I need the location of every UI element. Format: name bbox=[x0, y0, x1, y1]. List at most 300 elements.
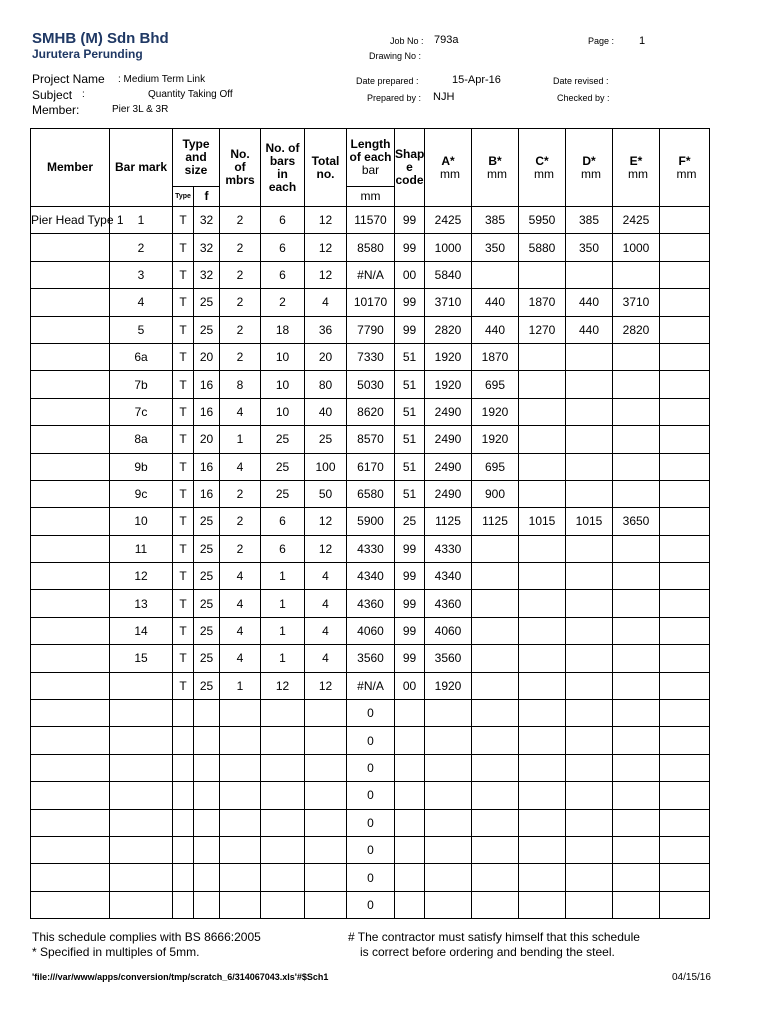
cell-a: 1920 bbox=[425, 371, 472, 398]
cell-e bbox=[613, 480, 660, 507]
header-f bbox=[660, 129, 710, 207]
cell-c bbox=[519, 809, 566, 836]
cell-c bbox=[519, 453, 566, 480]
cell-shape: 99 bbox=[395, 563, 425, 590]
cell-b bbox=[472, 535, 519, 562]
cell-total: 4 bbox=[305, 563, 347, 590]
cell-each: 18 bbox=[261, 316, 305, 343]
cell-total bbox=[305, 836, 347, 863]
cell-total: 80 bbox=[305, 371, 347, 398]
cell-a bbox=[425, 782, 472, 809]
cell-mbrs: 4 bbox=[220, 590, 261, 617]
table-row bbox=[31, 398, 710, 425]
cell-e bbox=[613, 590, 660, 617]
cell-c bbox=[519, 645, 566, 672]
cell-type: T bbox=[173, 617, 194, 644]
header-no-mbrs bbox=[220, 129, 261, 207]
table-row bbox=[31, 836, 710, 863]
table-row bbox=[31, 426, 710, 453]
cell-mbrs: 2 bbox=[220, 207, 261, 234]
cell-mbrs: 4 bbox=[220, 453, 261, 480]
cell-e bbox=[613, 809, 660, 836]
cell-length: 8620 bbox=[347, 398, 395, 425]
cell-type: T bbox=[173, 234, 194, 261]
header-no-mbrs-l2: of bbox=[234, 160, 246, 174]
cell-b: 440 bbox=[472, 316, 519, 343]
cell-each: 10 bbox=[261, 398, 305, 425]
cell-a: 2490 bbox=[425, 398, 472, 425]
cell-mark: 13 bbox=[110, 590, 173, 617]
cell-size bbox=[194, 891, 220, 918]
cell-member bbox=[31, 535, 110, 562]
table-row bbox=[31, 700, 710, 727]
header-no-mbrs-l3: mbrs bbox=[225, 173, 255, 187]
table-row bbox=[31, 864, 710, 891]
footer-note-bs: This schedule complies with BS 8666:2005 bbox=[32, 930, 261, 944]
cell-size: 25 bbox=[194, 672, 220, 699]
table-row bbox=[31, 289, 710, 316]
header-e bbox=[613, 129, 660, 207]
cell-member bbox=[31, 782, 110, 809]
cell-length: 7330 bbox=[347, 343, 395, 370]
cell-length: 0 bbox=[347, 754, 395, 781]
drawing-no-label: Drawing No : bbox=[369, 51, 422, 61]
cell-d bbox=[566, 809, 613, 836]
cell-mbrs: 2 bbox=[220, 234, 261, 261]
cell-mark: 8a bbox=[110, 426, 173, 453]
cell-shape: 99 bbox=[395, 645, 425, 672]
cell-length: 0 bbox=[347, 891, 395, 918]
cell-d bbox=[566, 754, 613, 781]
cell-f bbox=[660, 700, 710, 727]
cell-b bbox=[472, 617, 519, 644]
cell-shape bbox=[395, 809, 425, 836]
cell-total bbox=[305, 727, 347, 754]
member-label: Member: bbox=[32, 103, 80, 117]
cell-size: 25 bbox=[194, 535, 220, 562]
cell-mbrs: 2 bbox=[220, 261, 261, 288]
subject-colon: : bbox=[82, 89, 85, 100]
checked-by-label: Checked by : bbox=[557, 93, 610, 103]
cell-mark bbox=[110, 782, 173, 809]
cell-b: 900 bbox=[472, 480, 519, 507]
cell-c: 5880 bbox=[519, 234, 566, 261]
cell-size bbox=[194, 727, 220, 754]
cell-e: 2425 bbox=[613, 207, 660, 234]
cell-each: 6 bbox=[261, 261, 305, 288]
header-bar-mark: Bar mark bbox=[110, 129, 173, 207]
cell-f bbox=[660, 836, 710, 863]
cell-member bbox=[31, 398, 110, 425]
cell-e bbox=[613, 864, 660, 891]
cell-member bbox=[31, 289, 110, 316]
cell-mark bbox=[110, 836, 173, 863]
cell-shape bbox=[395, 891, 425, 918]
cell-shape bbox=[395, 727, 425, 754]
cell-a bbox=[425, 727, 472, 754]
cell-mark: 12 bbox=[110, 563, 173, 590]
header-length-l3: bar bbox=[361, 163, 380, 177]
cell-mark bbox=[110, 809, 173, 836]
cell-size: 25 bbox=[194, 316, 220, 343]
table-row bbox=[31, 535, 710, 562]
cell-a: 2490 bbox=[425, 480, 472, 507]
cell-f bbox=[660, 672, 710, 699]
cell-f bbox=[660, 617, 710, 644]
cell-type: T bbox=[173, 645, 194, 672]
header-bars-each-l4: each bbox=[268, 179, 297, 194]
cell-e bbox=[613, 371, 660, 398]
cell-d bbox=[566, 535, 613, 562]
cell-a: 2820 bbox=[425, 316, 472, 343]
cell-mark: 2 bbox=[110, 234, 173, 261]
cell-mbrs: 4 bbox=[220, 645, 261, 672]
cell-each: 25 bbox=[261, 453, 305, 480]
cell-b: 695 bbox=[472, 371, 519, 398]
cell-c bbox=[519, 672, 566, 699]
cell-mbrs: 4 bbox=[220, 398, 261, 425]
cell-each: 25 bbox=[261, 480, 305, 507]
date-revised-label: Date revised : bbox=[553, 76, 609, 86]
cell-b bbox=[472, 754, 519, 781]
cell-member bbox=[31, 672, 110, 699]
cell-c: 1015 bbox=[519, 508, 566, 535]
cell-length: 4340 bbox=[347, 563, 395, 590]
cell-e bbox=[613, 891, 660, 918]
cell-each bbox=[261, 809, 305, 836]
cell-total: 20 bbox=[305, 343, 347, 370]
cell-length: 3560 bbox=[347, 645, 395, 672]
cell-f bbox=[660, 590, 710, 617]
cell-size: 25 bbox=[194, 289, 220, 316]
cell-c bbox=[519, 535, 566, 562]
cell-length: 0 bbox=[347, 836, 395, 863]
cell-total: 4 bbox=[305, 645, 347, 672]
cell-f bbox=[660, 563, 710, 590]
cell-member bbox=[31, 261, 110, 288]
cell-mbrs bbox=[220, 836, 261, 863]
cell-mbrs bbox=[220, 891, 261, 918]
header-f-label: F* bbox=[678, 153, 691, 168]
header-b-unit: mm bbox=[487, 166, 507, 181]
project-name-label: Project Name bbox=[32, 72, 105, 86]
cell-e bbox=[613, 535, 660, 562]
footer-note-ordering: is correct before ordering and bending the steel. bbox=[360, 945, 615, 959]
cell-a: 5840 bbox=[425, 261, 472, 288]
cell-e bbox=[613, 617, 660, 644]
cell-total: 25 bbox=[305, 426, 347, 453]
cell-b: 695 bbox=[472, 453, 519, 480]
cell-f bbox=[660, 316, 710, 343]
cell-size bbox=[194, 782, 220, 809]
cell-mbrs: 1 bbox=[220, 426, 261, 453]
cell-b bbox=[472, 672, 519, 699]
cell-length: 5900 bbox=[347, 508, 395, 535]
cell-size: 32 bbox=[194, 234, 220, 261]
cell-f bbox=[660, 891, 710, 918]
header-shape-l2: e bbox=[406, 160, 413, 174]
cell-length: #N/A bbox=[347, 261, 395, 288]
header-total-l1: Total bbox=[311, 153, 340, 168]
cell-a: 4060 bbox=[425, 617, 472, 644]
cell-shape: 99 bbox=[395, 234, 425, 261]
cell-size: 16 bbox=[194, 480, 220, 507]
cell-length: 11570 bbox=[347, 207, 395, 234]
cell-d bbox=[566, 891, 613, 918]
header-size-sub: f bbox=[194, 187, 220, 207]
cell-f bbox=[660, 207, 710, 234]
cell-size: 20 bbox=[194, 426, 220, 453]
cell-type: T bbox=[173, 316, 194, 343]
cell-length: 6580 bbox=[347, 480, 395, 507]
cell-total: 36 bbox=[305, 316, 347, 343]
cell-c bbox=[519, 261, 566, 288]
cell-a bbox=[425, 700, 472, 727]
cell-a: 2425 bbox=[425, 207, 472, 234]
header-shape-l3: code bbox=[395, 173, 424, 187]
cell-member bbox=[31, 809, 110, 836]
cell-e bbox=[613, 727, 660, 754]
cell-b bbox=[472, 590, 519, 617]
cell-type: T bbox=[173, 590, 194, 617]
cell-mbrs: 2 bbox=[220, 343, 261, 370]
cell-length: 8580 bbox=[347, 234, 395, 261]
cell-shape: 99 bbox=[395, 590, 425, 617]
cell-f bbox=[660, 809, 710, 836]
table-row bbox=[31, 809, 710, 836]
cell-mbrs: 1 bbox=[220, 672, 261, 699]
cell-length: 5030 bbox=[347, 371, 395, 398]
header-b-label: B* bbox=[488, 153, 502, 168]
table-row bbox=[31, 727, 710, 754]
cell-mark: 7b bbox=[110, 371, 173, 398]
cell-e: 3710 bbox=[613, 289, 660, 316]
header-d-unit: mm bbox=[581, 166, 601, 181]
cell-c bbox=[519, 700, 566, 727]
cell-d bbox=[566, 343, 613, 370]
cell-member bbox=[31, 371, 110, 398]
table-row bbox=[31, 672, 710, 699]
cell-b bbox=[472, 261, 519, 288]
date-prepared-value: 15-Apr-16 bbox=[452, 74, 501, 86]
cell-member bbox=[31, 891, 110, 918]
cell-e: 3650 bbox=[613, 508, 660, 535]
header-shape-code bbox=[395, 129, 425, 207]
cell-mbrs: 2 bbox=[220, 316, 261, 343]
header-member: Member bbox=[31, 129, 110, 207]
cell-a: 3710 bbox=[425, 289, 472, 316]
cell-total: 50 bbox=[305, 480, 347, 507]
cell-size: 25 bbox=[194, 508, 220, 535]
cell-c bbox=[519, 590, 566, 617]
cell-total bbox=[305, 864, 347, 891]
cell-c bbox=[519, 864, 566, 891]
cell-b bbox=[472, 727, 519, 754]
cell-f bbox=[660, 535, 710, 562]
cell-length: 4360 bbox=[347, 590, 395, 617]
table-row bbox=[31, 590, 710, 617]
cell-b bbox=[472, 700, 519, 727]
cell-shape: 51 bbox=[395, 480, 425, 507]
cell-f bbox=[660, 261, 710, 288]
cell-e bbox=[613, 343, 660, 370]
cell-shape: 99 bbox=[395, 617, 425, 644]
cell-size bbox=[194, 864, 220, 891]
cell-mbrs: 8 bbox=[220, 371, 261, 398]
cell-e: 2820 bbox=[613, 316, 660, 343]
cell-member bbox=[31, 836, 110, 863]
cell-c: 1870 bbox=[519, 289, 566, 316]
cell-c bbox=[519, 563, 566, 590]
cell-length: 0 bbox=[347, 864, 395, 891]
cell-size: 16 bbox=[194, 371, 220, 398]
table-row bbox=[31, 316, 710, 343]
page-label: Page : bbox=[588, 36, 615, 46]
cell-d bbox=[566, 782, 613, 809]
cell-each: 10 bbox=[261, 343, 305, 370]
cell-size: 25 bbox=[194, 590, 220, 617]
header-a-unit: mm bbox=[440, 166, 460, 181]
cell-length: #N/A bbox=[347, 672, 395, 699]
cell-f bbox=[660, 343, 710, 370]
cell-b: 350 bbox=[472, 234, 519, 261]
cell-mark: 11 bbox=[110, 535, 173, 562]
cell-shape: 99 bbox=[395, 207, 425, 234]
header-b bbox=[472, 129, 519, 207]
cell-mark: 5 bbox=[110, 316, 173, 343]
cell-shape bbox=[395, 700, 425, 727]
cell-member: Pier Head Type 1 bbox=[31, 207, 110, 234]
prepared-by-value: NJH bbox=[433, 91, 455, 103]
cell-type bbox=[173, 809, 194, 836]
cell-d bbox=[566, 426, 613, 453]
cell-d bbox=[566, 617, 613, 644]
cell-each bbox=[261, 864, 305, 891]
table-row bbox=[31, 508, 710, 535]
header-length-l2: of each bbox=[349, 150, 392, 164]
cell-c: 5950 bbox=[519, 207, 566, 234]
cell-a bbox=[425, 891, 472, 918]
cell-a: 4340 bbox=[425, 563, 472, 590]
cell-d bbox=[566, 453, 613, 480]
cell-member bbox=[31, 563, 110, 590]
cell-length: 4330 bbox=[347, 535, 395, 562]
header-bars-each-l2: bars bbox=[269, 153, 296, 168]
cell-length: 10170 bbox=[347, 289, 395, 316]
cell-e bbox=[613, 453, 660, 480]
cell-type bbox=[173, 891, 194, 918]
cell-b: 385 bbox=[472, 207, 519, 234]
header-bars-each-l1: No. of bbox=[265, 140, 300, 155]
cell-type bbox=[173, 864, 194, 891]
table-row bbox=[31, 480, 710, 507]
cell-shape: 51 bbox=[395, 371, 425, 398]
table-row bbox=[31, 754, 710, 781]
cell-d bbox=[566, 672, 613, 699]
cell-length: 0 bbox=[347, 727, 395, 754]
cell-c bbox=[519, 782, 566, 809]
cell-b bbox=[472, 645, 519, 672]
cell-mark: 15 bbox=[110, 645, 173, 672]
cell-d bbox=[566, 645, 613, 672]
cell-member bbox=[31, 590, 110, 617]
cell-d bbox=[566, 371, 613, 398]
table-row bbox=[31, 891, 710, 918]
cell-mbrs bbox=[220, 700, 261, 727]
cell-e bbox=[613, 782, 660, 809]
cell-each: 1 bbox=[261, 563, 305, 590]
cell-b bbox=[472, 891, 519, 918]
header-type-size bbox=[173, 129, 220, 187]
cell-f bbox=[660, 754, 710, 781]
cell-type bbox=[173, 700, 194, 727]
cell-d bbox=[566, 261, 613, 288]
header-length bbox=[347, 129, 395, 187]
project-name-value: : Medium Term Link bbox=[118, 74, 206, 85]
company-name: SMHB (M) Sdn Bhd bbox=[32, 30, 169, 47]
cell-mbrs: 2 bbox=[220, 508, 261, 535]
cell-c bbox=[519, 343, 566, 370]
cell-mbrs bbox=[220, 809, 261, 836]
cell-total bbox=[305, 809, 347, 836]
cell-shape: 99 bbox=[395, 535, 425, 562]
cell-total: 12 bbox=[305, 207, 347, 234]
cell-each bbox=[261, 782, 305, 809]
cell-a bbox=[425, 809, 472, 836]
cell-each: 1 bbox=[261, 645, 305, 672]
cell-a: 2490 bbox=[425, 453, 472, 480]
cell-type bbox=[173, 836, 194, 863]
cell-c bbox=[519, 371, 566, 398]
cell-mbrs bbox=[220, 727, 261, 754]
file-path: 'file:///var/www/apps/conversion/tmp/scratch_6/314067043.xls'#$Sch1 bbox=[32, 972, 329, 982]
cell-b bbox=[472, 836, 519, 863]
print-date: 04/15/16 bbox=[672, 972, 711, 983]
cell-a: 2490 bbox=[425, 426, 472, 453]
table-row bbox=[31, 453, 710, 480]
header-c-unit: mm bbox=[534, 166, 554, 181]
cell-type: T bbox=[173, 453, 194, 480]
cell-e bbox=[613, 700, 660, 727]
table-row bbox=[31, 371, 710, 398]
header-d-label: D* bbox=[582, 153, 596, 168]
cell-type bbox=[173, 782, 194, 809]
cell-each bbox=[261, 836, 305, 863]
cell-length: 6170 bbox=[347, 453, 395, 480]
cell-length: 8570 bbox=[347, 426, 395, 453]
cell-mark bbox=[110, 864, 173, 891]
cell-member bbox=[31, 617, 110, 644]
cell-total bbox=[305, 754, 347, 781]
cell-f bbox=[660, 782, 710, 809]
cell-total bbox=[305, 891, 347, 918]
cell-mbrs bbox=[220, 782, 261, 809]
cell-shape: 00 bbox=[395, 261, 425, 288]
cell-d bbox=[566, 398, 613, 425]
cell-d bbox=[566, 700, 613, 727]
cell-member bbox=[31, 453, 110, 480]
cell-c bbox=[519, 617, 566, 644]
cell-d bbox=[566, 864, 613, 891]
cell-d: 350 bbox=[566, 234, 613, 261]
header-total-l2: no. bbox=[316, 166, 335, 181]
cell-each bbox=[261, 727, 305, 754]
cell-c bbox=[519, 480, 566, 507]
cell-d: 440 bbox=[566, 316, 613, 343]
cell-a: 4330 bbox=[425, 535, 472, 562]
cell-type: T bbox=[173, 672, 194, 699]
table-row bbox=[31, 563, 710, 590]
